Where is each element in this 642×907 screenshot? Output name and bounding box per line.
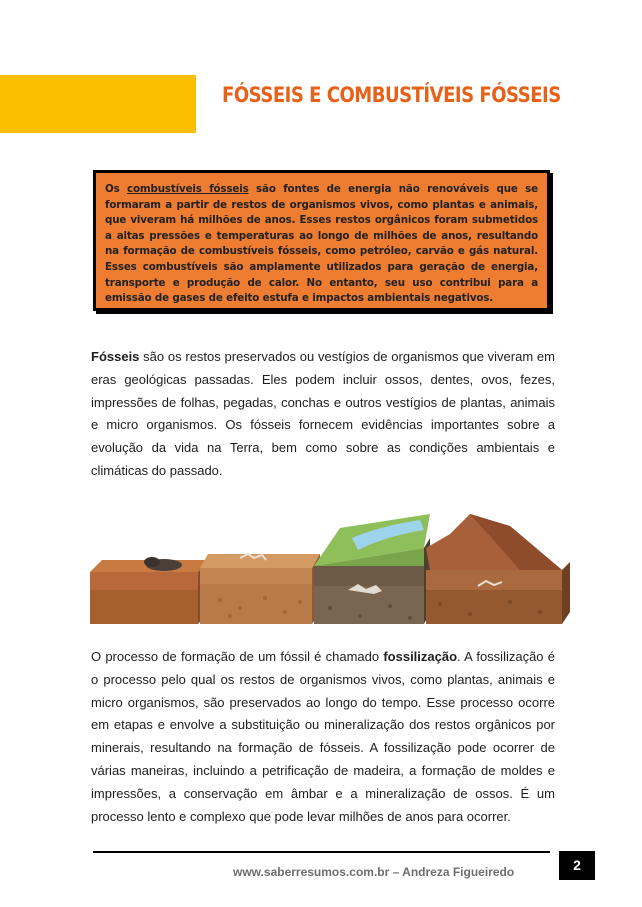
definition-callout-box [93,170,550,311]
footer-credit-link[interactable]: www.saberresumos.com.br – Andreza Figueiredo [233,865,515,879]
soil-block-3 [314,514,430,624]
callout-term: combustíveis fósseis [127,183,249,195]
fossils-term: Fósseis [91,349,140,364]
callout-intro: Os [105,183,128,195]
soil-block-4 [426,514,570,624]
fossil-layers-illustration [90,508,570,624]
callout-body: são fontes de energia não renováveis que se formaram a partir de restos de organismos vivos, como plantas e animais, que viveram há milhões de anos. Esses restos orgânicos foram submetidos a altas pressões e temperaturas ao longo de milhões de anos, resultando na formação de combustíveis fósseis, como petróleo, carvão e gás natural. Esses combustíveis são amplamente utilizados para geração de energia, transporte e produção de calor. No entanto, seu uso contribui para a emissão de gases de efeito estufa e impactos ambientais negativos. [105,183,538,305]
soil-block-1 [90,557,208,624]
page-title: FÓSSEIS E COMBUSTÍVEIS FÓSSEIS [222,83,561,107]
fossils-paragraph [91,346,555,483]
footer-divider [93,851,550,853]
fossilization-term: fossilização [383,649,458,664]
fossilization-text-after: . A fossilização é o processo pelo qual os restos de organismos vivos, como plantas, animais e micro organismos, são preservados ao longo do tempo. Esse processo ocorre em etapas e envolve a substituição ou mineralização dos restos orgânicos por minerais, resultando na formação de fósseis. A fossilização pode ocorrer de várias maneiras, incluindo a petrificação de madeira, a formação de moldes e impressões, a conservação em âmbar e a mineralização de ossos. É um processo lento e complexo que pode levar milhões de anos para ocorrer. [91,649,555,824]
fossils-text: são os restos preservados ou vestígios de organismos que viveram em eras geológicas passadas. Eles podem incluir ossos, dentes, ovos, fezes, impressões de folhas, pegadas, conchas e outros vestígios de plantas, animais e micro organismos. Os fósseis fornecem evidências importantes sobre a evolução da vida na Terra, bem como sobre as condições ambientais e climáticas do passado. [91,349,555,478]
page-number: 2 [559,851,595,880]
callout-text [105,182,538,307]
fossilization-paragraph [91,646,555,828]
header-accent-bar [0,75,196,133]
soil-block-2 [200,554,320,624]
fossilization-text-before: O processo de formação de um fóssil é chamado [91,649,384,664]
